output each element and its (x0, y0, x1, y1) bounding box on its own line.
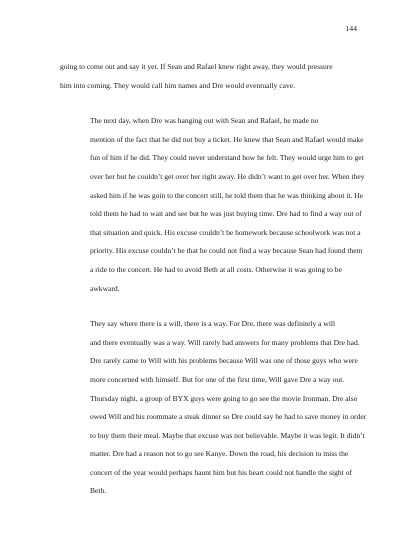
text-line: matter. Dre had a reason not to go see Kanye. Down the road, his decision to miss the (90, 449, 349, 459)
text-line: over her but he couldn’t get over her right away. He didn’t want to get over her. When they (90, 171, 365, 181)
text-line: Thursday night, a group of BYX guys were going to go see the movie Ironman. Dre also (90, 393, 358, 403)
text-line: and there eventually was a way. Will rarely had answers for many problems that Dre had. (90, 337, 360, 347)
text-line: more concerned with himself. But for one of the first time, Will gave Dre a way out. (90, 374, 345, 384)
text-line: a ride to the concert. He had to avoid Beth at all costs. Otherwise it was going to be (90, 264, 342, 274)
text-line: mention of the fact that he did not buy a ticket. He knew that Sean and Rafael would make (90, 134, 364, 144)
text-line: told them he had to wait and see but he was just buying time. Dre had to find a way out of (90, 209, 362, 219)
paragraph (60, 58, 360, 95)
text-line: going to come out and say it yet. If Sean and Rafael knew right away, they would pressure (60, 62, 333, 71)
text-line: Dre rarely came to Will with his problems because Will was one of those guys who were (90, 356, 358, 366)
text-line: fun of him if he did. They could never understand how he felt. They would urge him to get (90, 153, 364, 163)
text-line: him into coming. They would call him names and Dre would eventually cave. (60, 80, 296, 90)
paragraph (60, 112, 365, 298)
text-line: They say where there is a will, there is a way. For Dre, there was definitely a will (90, 319, 336, 329)
text-line: asked him if he was goin to the concert still, he told them that he was thinking about it. He (90, 190, 364, 200)
text-line: priority. His excuse couldn’t be that he could not find a way because Sean had found them (90, 246, 363, 256)
paragraph (60, 315, 367, 501)
text-line: to buy them their meal. Maybe that excuse was not believable. Maybe it was legit. It didn’t (90, 430, 365, 440)
text-line: The next day, when Dre was hanging out with Sean and Rafael, he made no (90, 116, 319, 126)
text-line: Beth. (90, 486, 107, 496)
page-number: 144 (345, 24, 357, 33)
text-line: awkward. (90, 283, 120, 293)
text-line: that situation and quick. His excuse couldn’t be homework because schoolwork was not a (90, 227, 361, 237)
body-text (60, 58, 367, 501)
text-line: owed Will and his roommate a steak dinner so Dre could say he had to save money in order (90, 412, 367, 422)
text-line: concert of the year would perhaps haunt him but his heart could not handle the sight of (90, 467, 352, 477)
